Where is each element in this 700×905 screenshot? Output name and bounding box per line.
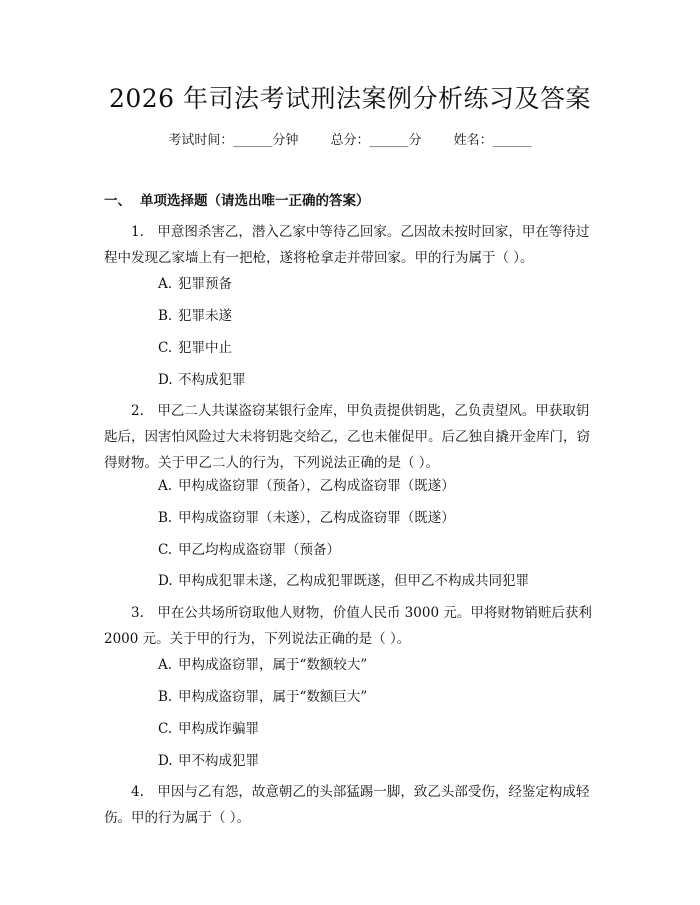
question-2-option-b: [158, 509, 455, 527]
option-letter: B.: [158, 689, 173, 705]
option-letter: D.: [158, 753, 173, 769]
exam-time-field: 考试时间：______分钟: [168, 133, 299, 148]
option-letter: D.: [158, 372, 173, 388]
option-letter: A.: [158, 478, 173, 494]
option-text: 甲乙均构成盗窃罪（预备）: [178, 542, 340, 558]
question-4-stem: 4. 甲因与乙有怨，故意朝乙的头部猛踢一脚，致乙头部受伤，经鉴定构成轻伤。甲的行为属于（ ）。: [104, 784, 590, 826]
option-text: 甲构成盗窃罪（未遂），乙构成盗窃罪（既遂）: [178, 510, 455, 526]
section-title: 单项选择题（请选出唯一正确的答案）: [140, 193, 370, 209]
question-1-option-b: [158, 307, 232, 325]
question-3-option-d: [158, 752, 259, 770]
question-1-stem: 1. 甲意图杀害乙，潜入乙家中等待乙回家。乙因故未按时回家，甲在等待过程中发现乙家墙上有一把枪，遂将枪拿走并带回家。甲的行为属于（ ）。: [104, 224, 590, 266]
question-2-stem: 2. 甲乙二人共谋盗窃某银行金库，甲负责提供钥匙，乙负责望风。甲获取钥匙后，因害怕风险过大未将钥匙交给乙，乙也未催促甲。后乙独自撬开金库门，窃得财物。关于甲乙二人的行为，下列说法正确的是（ ）。: [104, 403, 590, 471]
option-text: 不构成犯罪: [178, 372, 246, 388]
question-3-option-a: [158, 656, 367, 674]
question-3-option-c: [158, 720, 259, 738]
option-letter: B.: [158, 308, 173, 324]
section-heading: [104, 192, 370, 210]
option-text: 甲构成诈骗罪: [178, 721, 259, 737]
question-1-option-c: [158, 339, 232, 357]
option-text: 甲构成盗窃罪，属于“数额巨大”: [178, 689, 368, 705]
option-letter: C.: [158, 721, 173, 737]
option-text: 甲构成盗窃罪（预备），乙构成盗窃罪（既遂）: [178, 478, 455, 494]
option-text: 犯罪中止: [178, 340, 232, 356]
question-1-option-a: [158, 275, 232, 293]
document-title: 2026 年司法考试刑法案例分析练习及答案: [108, 84, 592, 113]
option-letter: C.: [158, 340, 173, 356]
option-letter: D.: [158, 573, 173, 589]
question-2-option-d: [158, 572, 529, 590]
section-number: 一、: [104, 193, 131, 209]
option-letter: C.: [158, 542, 173, 558]
exam-info-line: [0, 132, 700, 150]
question-3-option-b: [158, 688, 367, 706]
option-text: 甲不构成犯罪: [178, 753, 259, 769]
question-2-option-a: [158, 477, 455, 495]
question-2-option-c: [158, 541, 340, 559]
option-letter: A.: [158, 657, 173, 673]
option-text: 犯罪预备: [178, 276, 232, 292]
option-text: 犯罪未遂: [178, 308, 232, 324]
total-score-field: 总分：______分: [330, 133, 422, 148]
question-1-option-d: [158, 371, 246, 389]
student-name-field: 姓名：______: [453, 133, 532, 148]
option-text: 甲构成犯罪未遂，乙构成犯罪既遂，但甲乙不构成共同犯罪: [178, 573, 529, 589]
option-text: 甲构成盗窃罪，属于“数额较大”: [178, 657, 368, 673]
option-letter: B.: [158, 510, 173, 526]
option-letter: A.: [158, 276, 173, 292]
question-3-stem: 3. 甲在公共场所窃取他人财物，价值人民币 3000 元。甲将财物销赃后获利 2000 元。关于甲的行为，下列说法正确的是（ ）。: [104, 605, 592, 647]
